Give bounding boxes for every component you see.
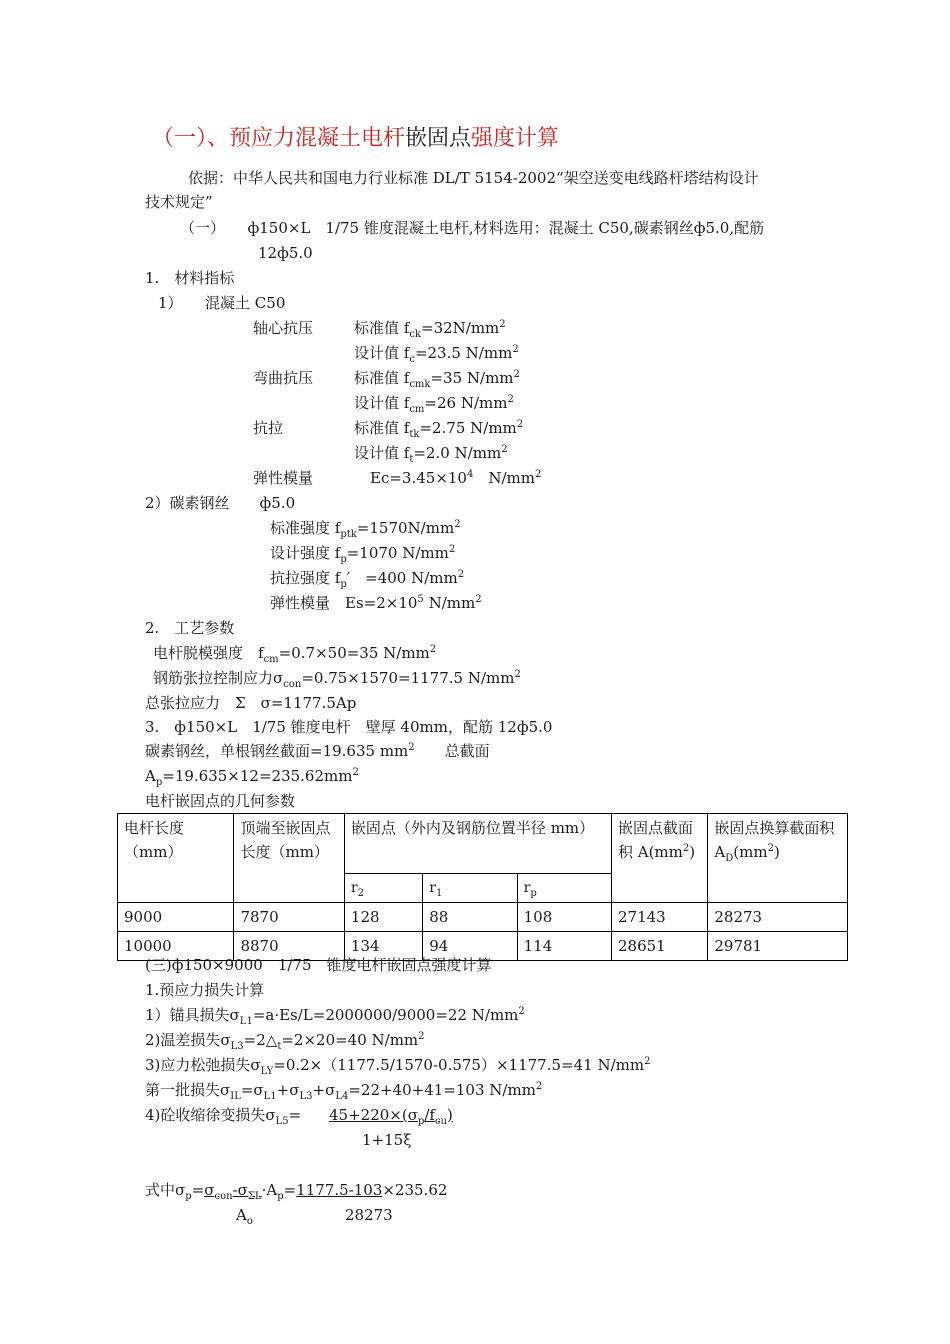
- demold-sub: cm: [263, 654, 279, 665]
- page-title: [152, 124, 559, 154]
- sq: 2: [448, 544, 456, 555]
- control-sub: con: [283, 679, 302, 690]
- geo-title: 电杆嵌固点的几何参数: [145, 792, 296, 810]
- sq: 2: [518, 1006, 525, 1017]
- first-p2: +σ: [312, 1081, 336, 1099]
- cell: 10000: [118, 932, 234, 961]
- section1-heading: （一） ф150×L 1/75 锥度混凝土电杆,材料选用：混凝土 C50,碳素钢丝ф5.0,配筋: [180, 219, 765, 237]
- r2-text: r: [350, 880, 358, 896]
- s-ten: [270, 568, 464, 588]
- s-des: [270, 543, 455, 563]
- axial-label: 轴心抗压: [253, 319, 314, 337]
- sig-sub: p: [185, 1191, 192, 1202]
- s-std-sub: ptk: [340, 529, 357, 540]
- cell: 134: [344, 932, 422, 961]
- l5-eq: =: [288, 1106, 302, 1124]
- s-el-unit: N/mm: [423, 594, 476, 612]
- elastic-unit: N/mm: [473, 469, 535, 487]
- s-ten-sub: p: [340, 579, 347, 590]
- axial-std-sub: ck: [409, 329, 421, 340]
- l5-num-b: /f: [424, 1106, 435, 1124]
- first-val: =σ: [240, 1081, 264, 1099]
- sq: 2: [516, 419, 524, 430]
- ten-std-sub: tk: [409, 429, 420, 440]
- first-val2: =22+40+41=103 N/mm: [348, 1081, 536, 1099]
- cell: 7870: [234, 903, 344, 932]
- sig-num-s3: p: [277, 1191, 284, 1202]
- s-des-text: 设计强度 f: [270, 544, 341, 562]
- bend-std-sub: cmk: [409, 379, 431, 390]
- bend-des-sub: cm: [409, 404, 425, 415]
- sq: 2: [352, 767, 359, 778]
- first-s3: L4: [335, 1091, 349, 1102]
- l3-text: 2)温差损失σ: [145, 1031, 231, 1049]
- basis-line1: 依据：中华人民共和国电力行业标准 DL/T 5154-2002“架空送变电线路杆塔结构设计: [188, 169, 759, 187]
- bend-des-text: 设计值 f: [354, 394, 410, 412]
- sig-denominator2: 28273: [345, 1206, 393, 1224]
- ten-std-text: 标准值 f: [354, 419, 410, 437]
- sq: 2: [507, 394, 514, 405]
- demold: [153, 643, 436, 663]
- sig-num-s2: ΣL: [247, 1191, 262, 1202]
- sig-numerator: [204, 1181, 262, 1202]
- ten-des-val: =2.0 N/mm: [413, 444, 502, 462]
- s-el-text: 弹性模量 Es=2×10: [270, 594, 418, 612]
- sq: 2: [535, 469, 542, 480]
- cell: 88: [423, 903, 517, 932]
- l5-num-c: ): [447, 1106, 453, 1124]
- ap-text: A: [145, 767, 156, 785]
- control-val: =0.75×1570=1177.5 N/mm: [301, 669, 515, 687]
- bend-label: 弯曲抗压: [253, 369, 314, 387]
- sq: 2: [644, 1056, 651, 1067]
- total-stress: 总张拉应力 Σ σ=1177.5Ap: [145, 694, 357, 712]
- control: [153, 668, 521, 688]
- header-rp: [517, 874, 611, 903]
- tension-label: 抗拉: [253, 419, 284, 437]
- header-conv-unit: (mm: [733, 843, 768, 861]
- axial-des-val: =23.5 N/mm: [414, 344, 513, 362]
- cell: 114: [517, 932, 611, 961]
- axial-des-sub: c: [409, 354, 415, 365]
- l1-sub: L1: [239, 1016, 253, 1027]
- steel-label: 2）碳素钢丝 ф5.0: [145, 494, 296, 512]
- section3-line1: 3. ф150×L 1/75 锥度电杆 壁厚 40mm，配筋 12ф5.0: [145, 718, 553, 736]
- title-part2: 嵌固点: [405, 126, 472, 151]
- l5-num-s2: cu: [434, 1116, 448, 1127]
- s-ten-text: 抗拉强度 f: [270, 569, 341, 587]
- title-part3: 强度计算: [471, 126, 560, 151]
- sig-eq2: =: [283, 1181, 297, 1199]
- ten-std: [354, 418, 523, 438]
- header-top-length: 顶端至嵌固点长度（mm）: [234, 814, 344, 903]
- ap-line: [145, 766, 359, 786]
- loss-l4: [145, 1055, 650, 1075]
- sig-num2: 1177.5-103: [296, 1181, 383, 1199]
- ten-std-val: =2.75 N/mm: [419, 419, 517, 437]
- sq: 2: [513, 369, 520, 380]
- control-text: 钢筋张拉控制应力σ: [153, 669, 284, 687]
- l3-val2: =2×20=40 N/mm: [281, 1031, 419, 1049]
- s-std-text: 标准强度 f: [270, 519, 341, 537]
- loss-heading: 1.预应力损失计算: [145, 981, 265, 999]
- l5-num-a: 45+220×(σ: [329, 1106, 418, 1124]
- s-ten-val: ′ =400 N/mm: [346, 569, 458, 587]
- header-length: 电杆长度（mm）: [118, 814, 234, 903]
- header-area: 嵌固点截面积 $A(mm^2)$: [611, 814, 707, 903]
- axial-std-val: =32N/mm: [421, 319, 500, 337]
- first-text: 第一批损失σ: [145, 1081, 231, 1099]
- first-sub: IL: [230, 1091, 241, 1102]
- sq: 2: [514, 669, 521, 680]
- l4-text: 3)应力松弛损失σ: [145, 1056, 261, 1074]
- elastic-label: 弹性模量: [253, 469, 314, 487]
- sq: 2: [512, 344, 519, 355]
- first-s1: L1: [263, 1091, 277, 1102]
- sq: 2: [429, 644, 437, 655]
- header-conv-area: 嵌固点换算截面积 $A_D(mm^2)$: [708, 814, 848, 903]
- title-part1: （一）、预应力混凝土电杆: [152, 126, 406, 151]
- total-area-label: 总截面: [414, 742, 490, 760]
- sq: 2: [475, 594, 482, 605]
- bend-des-val: =26 N/mm: [424, 394, 508, 412]
- header-radius: 嵌固点（外内及钢筋位置半径 mm）: [344, 814, 611, 874]
- l5-numerator: [329, 1105, 453, 1125]
- l5-text: 4)砼收缩徐变损失σ: [145, 1106, 276, 1124]
- axial-std: [354, 318, 506, 338]
- rp-sub: p: [530, 887, 537, 899]
- bend-std-val: =35 N/mm: [430, 369, 514, 387]
- ap-val: =19.635×12=235.62mm: [162, 767, 353, 785]
- sq: 2: [457, 569, 465, 580]
- rp-text: r: [523, 880, 531, 896]
- first-loss: [145, 1080, 542, 1100]
- materials-heading: 1. 材料指标: [145, 269, 235, 287]
- sigma-p: [145, 1180, 447, 1200]
- l1-text: 1）锚具损失σ: [145, 1006, 240, 1024]
- sq: 2: [418, 1031, 425, 1042]
- sig-eq: =: [191, 1181, 205, 1199]
- s-el: [270, 593, 482, 613]
- axial-des: [354, 343, 519, 363]
- ten-des: [354, 443, 508, 463]
- geometry-table: [117, 813, 848, 961]
- sig-num-a: σ: [204, 1181, 215, 1199]
- cell: 27143: [611, 903, 707, 932]
- l4-sub: LY: [260, 1066, 274, 1077]
- wire-area: 碳素钢丝，单根钢丝截面=19.635 mm: [145, 742, 409, 760]
- demold-val: =0.7×50=35 N/mm: [278, 644, 430, 662]
- header-conv-sub: D: [725, 853, 734, 864]
- l3-val: =2△: [243, 1031, 278, 1049]
- basis-line2: 技术规定”: [145, 193, 213, 211]
- r1-text: r: [429, 880, 436, 896]
- section4-heading: (三)ф150×9000 1/75 锥度电杆嵌固点强度计算: [145, 956, 492, 974]
- sig-den-text: A: [236, 1206, 247, 1224]
- loss-l3: [145, 1030, 425, 1050]
- r1-sub: 1: [435, 887, 443, 899]
- bend-des: [354, 393, 514, 413]
- l3-sub2: t: [277, 1041, 282, 1052]
- bend-std: [354, 368, 520, 388]
- table-row: [118, 903, 848, 932]
- sq: 2: [535, 1081, 543, 1092]
- l4-val: =0.2×（1177.5/1570-0.575）×1177.5=41 N/mm: [273, 1056, 645, 1074]
- sig-text: 式中σ: [145, 1181, 186, 1199]
- header-r1: [423, 874, 517, 903]
- cell: 29781: [708, 932, 848, 961]
- sig-den-sub: o: [246, 1216, 253, 1227]
- sq: 2: [454, 519, 461, 530]
- cell: 28651: [611, 932, 707, 961]
- elastic-exp: 4: [466, 469, 474, 480]
- s-std: [270, 518, 461, 538]
- header-area-text: 嵌固点截面积 A(mm: [617, 819, 693, 861]
- axial-std-text: 标准值 f: [354, 319, 410, 337]
- loss-l1: [145, 1005, 525, 1025]
- elastic-val-text: Ec=3.45×10: [370, 469, 467, 487]
- l5-sub: L5: [275, 1116, 289, 1127]
- header-conv-text: 嵌固点换算截面积 A: [714, 819, 835, 861]
- s-des-sub: p: [340, 554, 347, 565]
- sq: 2: [767, 843, 774, 854]
- axial-des-text: 设计值 f: [354, 344, 410, 362]
- section1-heading-b: 12ф5.0: [258, 244, 313, 262]
- r2-sub: 2: [357, 887, 364, 899]
- concrete-label: 1） 混凝土 C50: [158, 294, 286, 312]
- s-des-val: =1070 N/mm: [346, 544, 449, 562]
- header-r2: [344, 874, 422, 903]
- bend-std-text: 标准值 f: [354, 369, 410, 387]
- ten-des-sub: t: [409, 454, 414, 465]
- sq: 2: [501, 444, 508, 455]
- cell: 128: [344, 903, 422, 932]
- elastic-val: [370, 468, 541, 488]
- section3-line2: [145, 741, 490, 761]
- l3-sub: L3: [230, 1041, 244, 1052]
- sig-denominator: [236, 1205, 253, 1225]
- sq: 2: [408, 742, 415, 753]
- sig-num-b: -σ: [232, 1181, 248, 1199]
- first-s2: L3: [299, 1091, 313, 1102]
- s-std-val: =1570N/mm: [356, 519, 455, 537]
- sig-times: ×235.62: [382, 1181, 448, 1199]
- cell: 8870: [234, 932, 344, 961]
- demold-text: 电杆脱模强度 f: [153, 644, 264, 662]
- sq: 2: [682, 843, 690, 854]
- cell: 28273: [708, 903, 848, 932]
- ap-sub: p: [155, 777, 163, 788]
- sig-num-s1: con: [214, 1191, 233, 1202]
- cell: 94: [423, 932, 517, 961]
- ten-des-text: 设计值 f: [354, 444, 410, 462]
- cell: 108: [517, 903, 611, 932]
- process-heading: 2. 工艺参数: [145, 619, 235, 637]
- s-el-exp: 5: [417, 594, 424, 605]
- l5-denominator: 1+15ξ: [362, 1131, 412, 1149]
- sq: 2: [499, 319, 506, 330]
- cell: 9000: [118, 903, 234, 932]
- loss-l5: [145, 1105, 301, 1125]
- l5-num-s1: p: [417, 1116, 425, 1127]
- l1-val: =a·Es/L=2000000/9000=22 N/mm: [252, 1006, 519, 1024]
- first-p1: +σ: [276, 1081, 300, 1099]
- sig-num-c: ·A: [261, 1181, 278, 1199]
